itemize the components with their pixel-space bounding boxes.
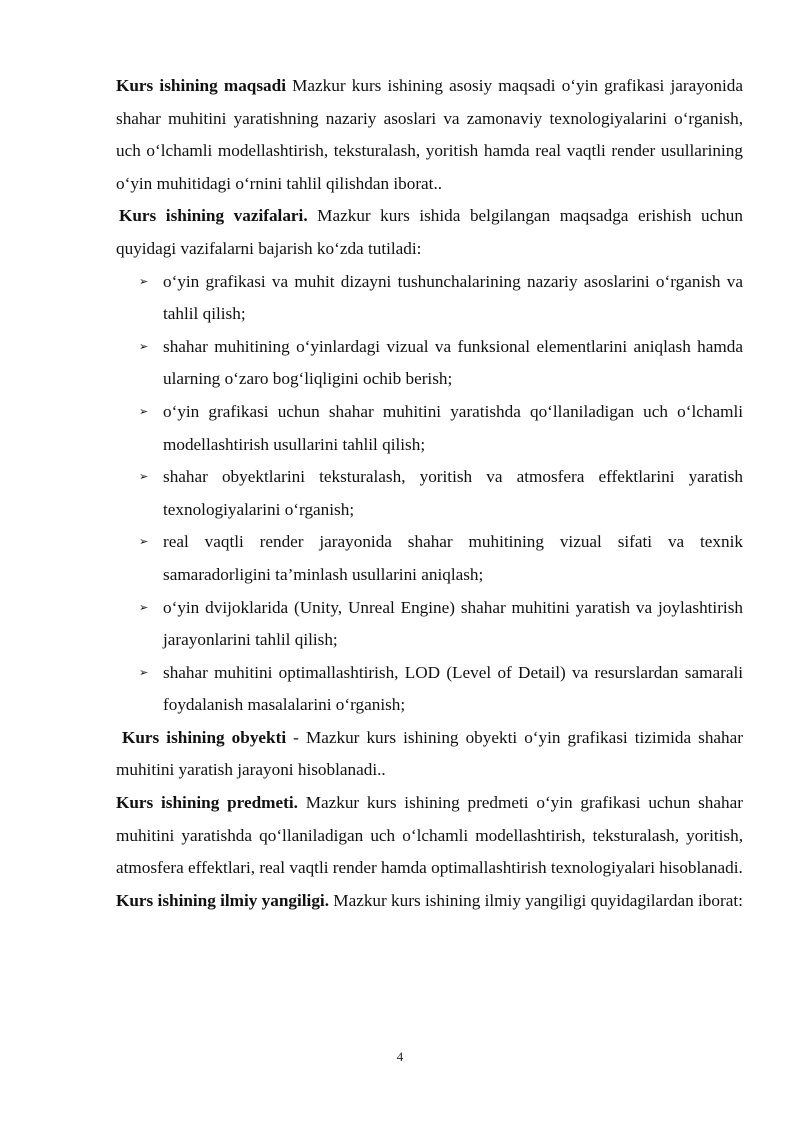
object-text: - Mazkur kurs ishining obyekti o‘yin grafikasi tizimida shahar muhitini yaratish jarayoni hisoblanadi..: [116, 727, 743, 780]
arrow-bullet-icon: ➢: [139, 665, 149, 679]
arrow-bullet-icon: ➢: [139, 535, 149, 549]
goal-paragraph: [116, 70, 743, 200]
task-item-text: o‘yin dvijoklarida (Unity, Unreal Engine) shahar muhitini yaratish va joylashtirish jarayonlarini tahlil qilish;: [163, 597, 743, 650]
arrow-bullet-icon: ➢: [139, 600, 149, 614]
task-item-text: shahar obyektlarini teksturalash, yoritish va atmosfera effektlarini yaratish texnologiyalarini o‘rganish;: [163, 467, 743, 519]
list-item: [116, 461, 743, 526]
object-paragraph: [116, 722, 743, 787]
object-heading: Kurs ishining obyekti: [122, 727, 287, 747]
page-number: 4: [396, 1049, 404, 1064]
subject-text: Mazkur kurs ishining predmeti o‘yin grafikasi uchun shahar muhitini yaratishda qo‘llaniladigan uch o‘lchamli modellashtirish, teksturalash, yoritish, atmosfera effektlari, real vaqtli render hamda optimallashtirish texnologiyalari hisoblanadi.: [116, 793, 743, 878]
novelty-text: Mazkur kurs ishining ilmiy yangiligi quyidagilardan iborat:: [329, 890, 743, 910]
subject-heading: Kurs ishining predmeti.: [116, 793, 298, 813]
goal-heading: Kurs ishining maqsadi: [116, 76, 286, 95]
list-item: [116, 396, 743, 461]
arrow-bullet-icon: ➢: [139, 339, 149, 353]
list-item: [116, 526, 743, 591]
subject-paragraph: [116, 787, 743, 885]
arrow-bullet-icon: ➢: [139, 404, 149, 418]
tasks-list: [116, 266, 743, 722]
novelty-heading: Kurs ishining ilmiy yangiligi.: [116, 890, 329, 910]
document-page: [116, 70, 743, 917]
tasks-paragraph: [116, 200, 743, 265]
task-item-text: shahar muhitini optimallashtirish, LOD (Level of Detail) va resurslardan samarali foydalanish masalalarini o‘rganish;: [163, 662, 743, 715]
task-item-text: o‘yin grafikasi uchun shahar muhitini yaratishda qo‘llaniladigan uch o‘lchamli modellashtirish usullarini tahlil qilish;: [163, 401, 743, 454]
list-item: [116, 331, 743, 396]
task-item-text: o‘yin grafikasi va muhit dizayni tushunchalarining nazariy asoslarini o‘rganish va tahlil qilish;: [163, 271, 743, 324]
list-item: [116, 657, 743, 722]
tasks-heading: Kurs ishining vazifalari.: [119, 206, 308, 226]
arrow-bullet-icon: ➢: [139, 470, 149, 484]
arrow-bullet-icon: ➢: [139, 274, 149, 288]
task-item-text: real vaqtli render jarayonida shahar muhitining vizual sifati va texnik samaradorligini ta’minlash usullarini aniqlash;: [163, 532, 743, 584]
goal-text: Mazkur kurs ishining asosiy maqsadi o‘yin grafikasi jarayonida shahar muhitini yaratishning nazariy asoslari va zamonaviy texnologiyalarini o‘rganish, uch o‘lchamli modellashtirish, teksturalash, yoritish hamda real vaqtli render usullarining o‘yin muhitidagi o‘rnini tahlil qilishdan iborat..: [116, 76, 743, 193]
list-item: [116, 592, 743, 657]
list-item: [116, 266, 743, 331]
novelty-paragraph: [116, 885, 743, 918]
tasks-text: Mazkur kurs ishida belgilangan maqsadga erishish uchun quyidagi vazifalarni bajarish ko‘zda tutiladi:: [116, 206, 743, 258]
task-item-text: shahar muhitining o‘yinlardagi vizual va funksional elementlarini aniqlash hamda ularning o‘zaro bog‘liqligini ochib berish;: [163, 336, 743, 389]
